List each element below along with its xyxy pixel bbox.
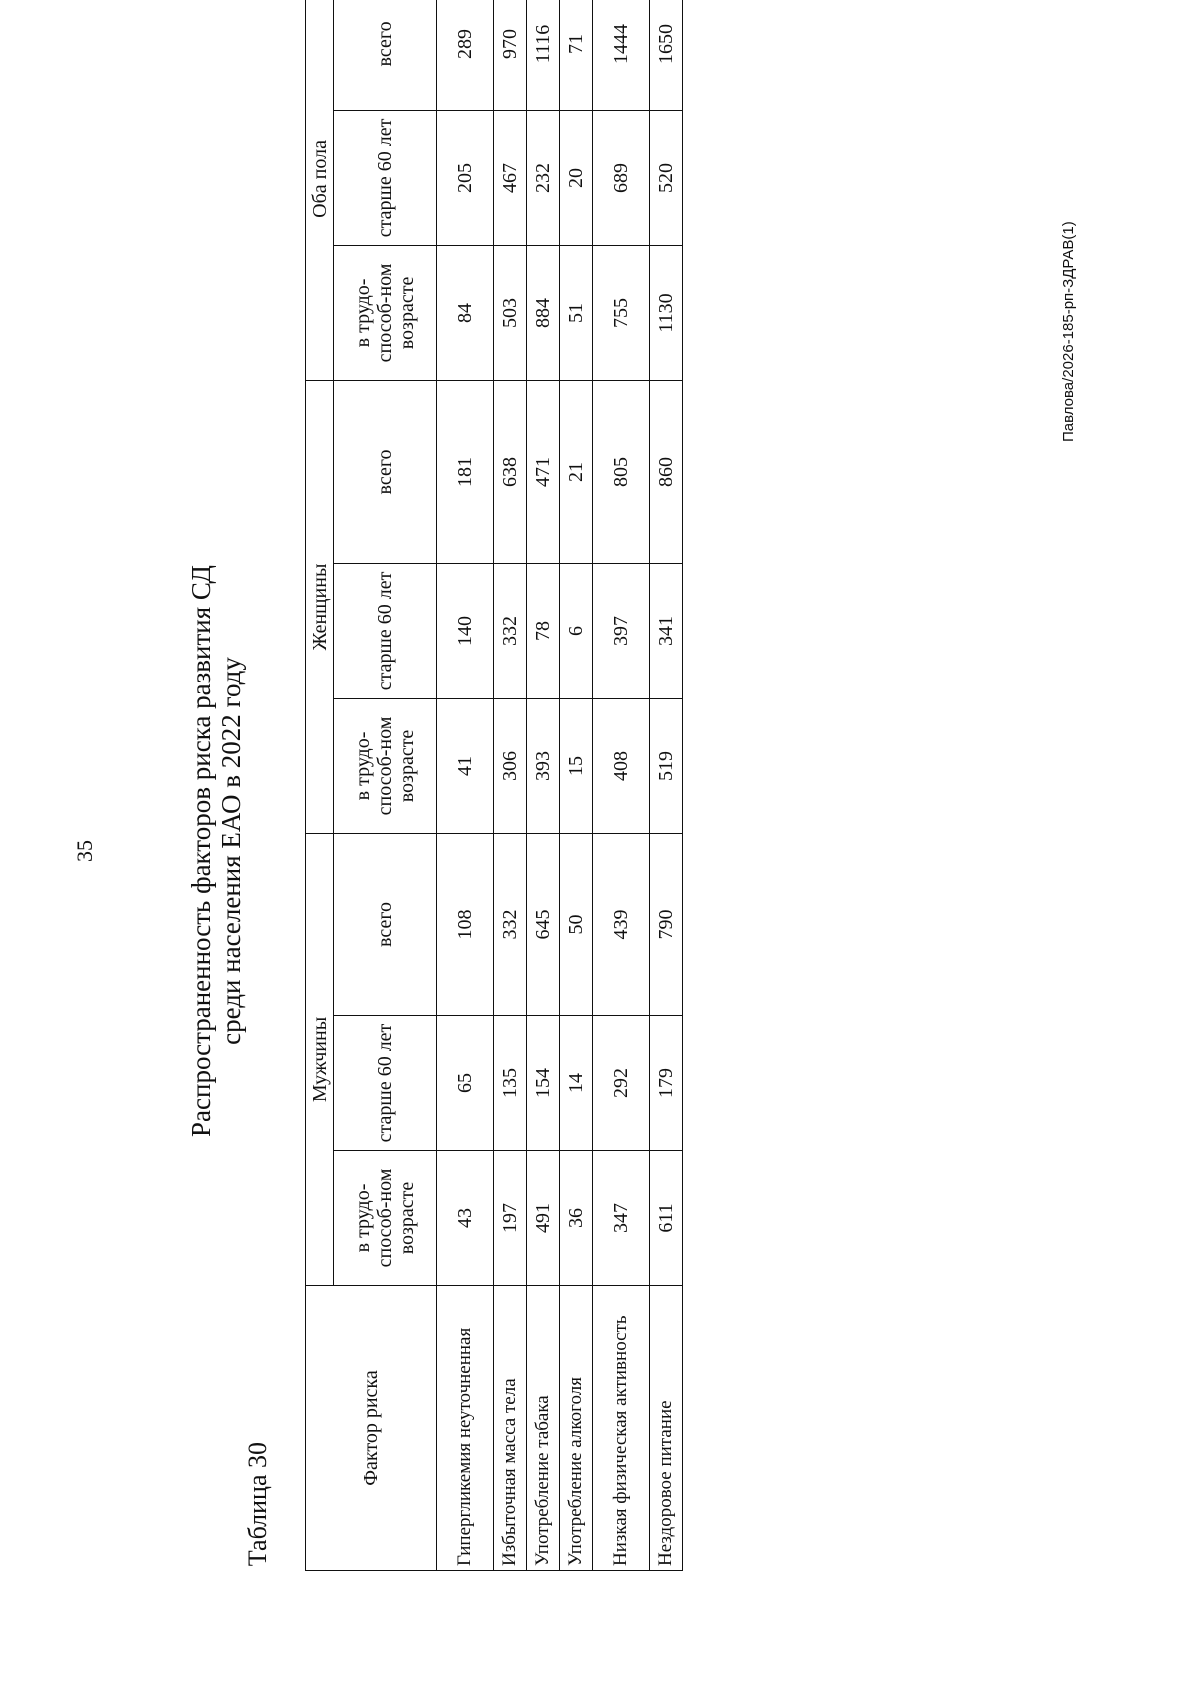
men-working-age-header: в трудо-способ-ном возрасте bbox=[334, 1151, 437, 1286]
value-cell: 197 bbox=[494, 1151, 527, 1286]
value-cell: 41 bbox=[437, 698, 494, 833]
value-cell: 347 bbox=[593, 1151, 650, 1286]
value-cell: 232 bbox=[527, 110, 560, 245]
value-cell: 1650 bbox=[650, 0, 683, 110]
value-cell: 140 bbox=[437, 563, 494, 698]
value-cell: 1444 bbox=[593, 0, 650, 110]
value-cell: 20 bbox=[560, 110, 593, 245]
value-cell: 645 bbox=[527, 833, 560, 1015]
value-cell: 36 bbox=[560, 1151, 593, 1286]
value-cell: 884 bbox=[527, 245, 560, 380]
value-cell: 51 bbox=[560, 245, 593, 380]
value-cell: 397 bbox=[593, 563, 650, 698]
value-cell: 439 bbox=[593, 833, 650, 1015]
value-cell: 491 bbox=[527, 1151, 560, 1286]
value-cell: 503 bbox=[494, 245, 527, 380]
value-cell: 638 bbox=[494, 380, 527, 563]
table-label: Таблица 30 bbox=[243, 1442, 272, 1567]
value-cell: 205 bbox=[437, 110, 494, 245]
value-cell: 519 bbox=[650, 698, 683, 833]
value-cell: 341 bbox=[650, 563, 683, 698]
value-cell: 65 bbox=[437, 1016, 494, 1151]
group-men: Мужчины bbox=[306, 833, 334, 1285]
group-header-row bbox=[306, 0, 334, 1571]
document-code: Павлова/2026-185-рп-ЗДРАВ(1) bbox=[1060, 221, 1077, 442]
value-cell: 306 bbox=[494, 698, 527, 833]
value-cell: 154 bbox=[527, 1016, 560, 1151]
document-title bbox=[186, 0, 246, 1702]
factor-cell: Гипергликемия неуточненная bbox=[437, 1286, 494, 1571]
value-cell: 1130 bbox=[650, 245, 683, 380]
men-total-header: всего bbox=[334, 833, 437, 1015]
factor-cell: Избыточная масса тела bbox=[494, 1286, 527, 1571]
value-cell: 467 bbox=[494, 110, 527, 245]
factor-cell: Употребление табака bbox=[527, 1286, 560, 1571]
factor-cell: Употребление алкоголя bbox=[560, 1286, 593, 1571]
title-line-2: среди населения ЕАО в 2022 году bbox=[216, 657, 246, 1045]
risk-factor-table bbox=[305, 0, 683, 1571]
men-over60-header: старше 60 лет bbox=[334, 1016, 437, 1151]
title-line-1: Распространенность факторов риска развития СД bbox=[186, 565, 216, 1137]
value-cell: 520 bbox=[650, 110, 683, 245]
value-cell: 289 bbox=[437, 0, 494, 110]
value-cell: 755 bbox=[593, 245, 650, 380]
value-cell: 15 bbox=[560, 698, 593, 833]
value-cell: 179 bbox=[650, 1016, 683, 1151]
value-cell: 393 bbox=[527, 698, 560, 833]
both-total-header: всего bbox=[334, 0, 437, 110]
table-row bbox=[650, 0, 683, 1571]
value-cell: 21 bbox=[560, 380, 593, 563]
value-cell: 860 bbox=[650, 380, 683, 563]
value-cell: 332 bbox=[494, 563, 527, 698]
both-working-age-header: в трудо-способ-ном возрасте bbox=[334, 245, 437, 380]
factor-header: Фактор риска bbox=[306, 1286, 437, 1571]
value-cell: 108 bbox=[437, 833, 494, 1015]
women-total-header: всего bbox=[334, 380, 437, 563]
women-working-age-header: в трудо-способ-ном возрасте bbox=[334, 698, 437, 833]
value-cell: 471 bbox=[527, 380, 560, 563]
group-both: Оба пола bbox=[306, 0, 334, 380]
value-cell: 790 bbox=[650, 833, 683, 1015]
value-cell: 611 bbox=[650, 1151, 683, 1286]
table-row bbox=[527, 0, 560, 1571]
table-row bbox=[494, 0, 527, 1571]
group-women: Женщины bbox=[306, 380, 334, 833]
value-cell: 84 bbox=[437, 245, 494, 380]
value-cell: 135 bbox=[494, 1016, 527, 1151]
table-row bbox=[560, 0, 593, 1571]
page-number: 35 bbox=[72, 840, 97, 862]
value-cell: 43 bbox=[437, 1151, 494, 1286]
value-cell: 71 bbox=[560, 0, 593, 110]
table-row bbox=[437, 0, 494, 1571]
value-cell: 6 bbox=[560, 563, 593, 698]
women-over60-header: старше 60 лет bbox=[334, 563, 437, 698]
value-cell: 292 bbox=[593, 1016, 650, 1151]
factor-cell: Нездоровое питание bbox=[650, 1286, 683, 1571]
value-cell: 805 bbox=[593, 380, 650, 563]
value-cell: 970 bbox=[494, 0, 527, 110]
value-cell: 78 bbox=[527, 563, 560, 698]
value-cell: 689 bbox=[593, 110, 650, 245]
both-over60-header: старше 60 лет bbox=[334, 110, 437, 245]
value-cell: 14 bbox=[560, 1016, 593, 1151]
factor-cell: Низкая физическая активность bbox=[593, 1286, 650, 1571]
value-cell: 50 bbox=[560, 833, 593, 1015]
value-cell: 332 bbox=[494, 833, 527, 1015]
table-row bbox=[593, 0, 650, 1571]
value-cell: 1116 bbox=[527, 0, 560, 110]
value-cell: 181 bbox=[437, 380, 494, 563]
value-cell: 408 bbox=[593, 698, 650, 833]
